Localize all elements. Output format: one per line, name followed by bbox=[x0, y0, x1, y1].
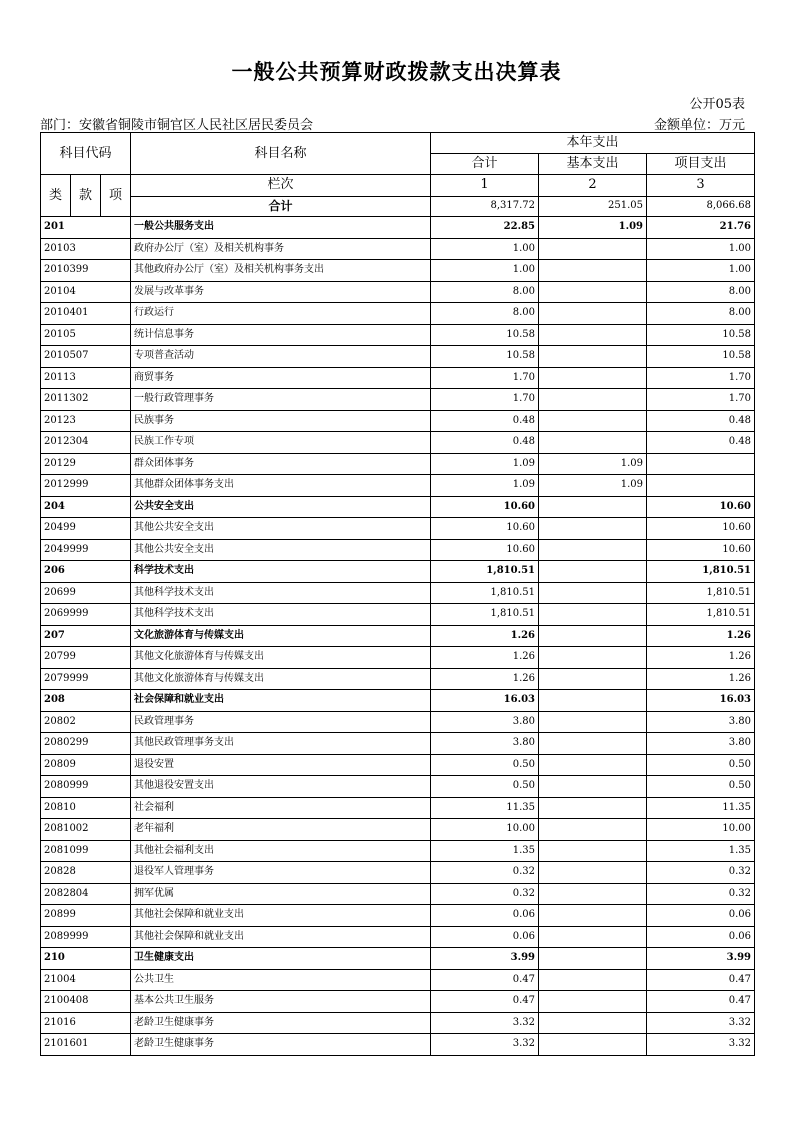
row-project: 3.32 bbox=[647, 1034, 755, 1056]
row-code: 20899 bbox=[41, 905, 131, 927]
table-row bbox=[41, 1012, 755, 1034]
department-label: 部门：安徽省铜陵市铜官区人民社区居民委员会 bbox=[40, 118, 314, 133]
row-project: 21.76 bbox=[647, 217, 755, 239]
row-basic bbox=[539, 1012, 647, 1034]
row-code: 2069999 bbox=[41, 604, 131, 626]
row-total: 1,810.51 bbox=[431, 561, 539, 583]
row-total: 0.06 bbox=[431, 926, 539, 948]
row-code: 20809 bbox=[41, 754, 131, 776]
row-total: 0.32 bbox=[431, 883, 539, 905]
row-project: 0.32 bbox=[647, 883, 755, 905]
row-project: 10.58 bbox=[647, 324, 755, 346]
unit-label: 金额单位：万元 bbox=[653, 118, 745, 133]
row-code: 208 bbox=[41, 690, 131, 712]
row-total: 3.99 bbox=[431, 948, 539, 970]
row-project: 3.80 bbox=[647, 733, 755, 755]
row-basic bbox=[539, 905, 647, 927]
row-code: 2079999 bbox=[41, 668, 131, 690]
table-row bbox=[41, 905, 755, 927]
row-total: 3.80 bbox=[431, 733, 539, 755]
row-total: 22.85 bbox=[431, 217, 539, 239]
row-total: 8.00 bbox=[431, 281, 539, 303]
row-code: 20105 bbox=[41, 324, 131, 346]
table-row bbox=[41, 453, 755, 475]
row-code: 2011302 bbox=[41, 389, 131, 411]
row-total: 1.26 bbox=[431, 625, 539, 647]
row-basic bbox=[539, 754, 647, 776]
row-code: 2012304 bbox=[41, 432, 131, 454]
row-name: 民政管理事务 bbox=[131, 711, 431, 733]
row-project: 1,810.51 bbox=[647, 561, 755, 583]
row-project: 1.26 bbox=[647, 625, 755, 647]
row-total: 1.00 bbox=[431, 260, 539, 282]
row-total: 0.32 bbox=[431, 862, 539, 884]
row-basic bbox=[539, 346, 647, 368]
header-col1: 1 bbox=[431, 175, 539, 197]
row-total: 10.58 bbox=[431, 346, 539, 368]
header-code: 科目代码 bbox=[41, 133, 131, 175]
header-col2: 2 bbox=[539, 175, 647, 197]
row-basic bbox=[539, 948, 647, 970]
row-basic bbox=[539, 303, 647, 325]
row-code: 2080999 bbox=[41, 776, 131, 798]
row-total: 1.26 bbox=[431, 647, 539, 669]
row-code: 2080299 bbox=[41, 733, 131, 755]
row-name: 专项普查活动 bbox=[131, 346, 431, 368]
row-code: 20113 bbox=[41, 367, 131, 389]
row-basic bbox=[539, 969, 647, 991]
row-project: 1.35 bbox=[647, 840, 755, 862]
row-total: 0.47 bbox=[431, 969, 539, 991]
row-total: 0.50 bbox=[431, 754, 539, 776]
row-name: 退役军人管理事务 bbox=[131, 862, 431, 884]
row-project: 0.06 bbox=[647, 926, 755, 948]
table-row bbox=[41, 604, 755, 626]
header-basic: 基本支出 bbox=[539, 154, 647, 175]
row-total: 1.00 bbox=[431, 238, 539, 260]
table-row bbox=[41, 991, 755, 1013]
table-row bbox=[41, 969, 755, 991]
row-basic bbox=[539, 561, 647, 583]
row-project: 8.00 bbox=[647, 303, 755, 325]
row-name: 其他群众团体事务支出 bbox=[131, 475, 431, 497]
row-project: 3.99 bbox=[647, 948, 755, 970]
header-col3: 3 bbox=[647, 175, 755, 197]
row-project: 10.60 bbox=[647, 518, 755, 540]
table-row bbox=[41, 754, 755, 776]
row-name: 政府办公厅（室）及相关机构事务 bbox=[131, 238, 431, 260]
table-row bbox=[41, 561, 755, 583]
row-basic bbox=[539, 776, 647, 798]
row-name: 其他文化旅游体育与传媒支出 bbox=[131, 647, 431, 669]
row-name: 其他科学技术支出 bbox=[131, 604, 431, 626]
row-basic bbox=[539, 496, 647, 518]
row-code: 20799 bbox=[41, 647, 131, 669]
row-basic bbox=[539, 991, 647, 1013]
row-project: 1.26 bbox=[647, 668, 755, 690]
row-name: 行政运行 bbox=[131, 303, 431, 325]
header-lanci: 栏次 bbox=[131, 175, 431, 197]
row-total: 11.35 bbox=[431, 797, 539, 819]
table-row bbox=[41, 217, 755, 239]
row-project: 1.26 bbox=[647, 647, 755, 669]
row-basic bbox=[539, 432, 647, 454]
table-row bbox=[41, 690, 755, 712]
row-code: 2082804 bbox=[41, 883, 131, 905]
row-basic bbox=[539, 1034, 647, 1056]
row-project: 0.06 bbox=[647, 905, 755, 927]
row-total: 10.58 bbox=[431, 324, 539, 346]
table-row bbox=[41, 1034, 755, 1056]
row-project: 8.00 bbox=[647, 281, 755, 303]
header-project: 项目支出 bbox=[647, 154, 755, 175]
row-basic bbox=[539, 518, 647, 540]
row-basic bbox=[539, 840, 647, 862]
row-basic bbox=[539, 819, 647, 841]
row-name: 民族工作专项 bbox=[131, 432, 431, 454]
row-basic bbox=[539, 668, 647, 690]
row-name: 老年福利 bbox=[131, 819, 431, 841]
row-project: 11.35 bbox=[647, 797, 755, 819]
page-title: 一般公共预算财政拨款支出决算表 bbox=[231, 60, 562, 84]
row-name: 一般行政管理事务 bbox=[131, 389, 431, 411]
row-project: 1.70 bbox=[647, 367, 755, 389]
table-row bbox=[41, 711, 755, 733]
table-row bbox=[41, 668, 755, 690]
total-basic: 251.05 bbox=[539, 196, 647, 217]
table-row bbox=[41, 582, 755, 604]
row-basic bbox=[539, 625, 647, 647]
row-code: 206 bbox=[41, 561, 131, 583]
table-row bbox=[41, 324, 755, 346]
row-total: 8.00 bbox=[431, 303, 539, 325]
row-code: 20802 bbox=[41, 711, 131, 733]
row-name: 民族事务 bbox=[131, 410, 431, 432]
row-project: 0.48 bbox=[647, 432, 755, 454]
row-basic: 1.09 bbox=[539, 217, 647, 239]
row-name: 其他民政管理事务支出 bbox=[131, 733, 431, 755]
row-project: 0.50 bbox=[647, 776, 755, 798]
row-basic bbox=[539, 797, 647, 819]
row-basic: 1.09 bbox=[539, 475, 647, 497]
row-name: 发展与改革事务 bbox=[131, 281, 431, 303]
row-basic: 1.09 bbox=[539, 453, 647, 475]
row-code: 20104 bbox=[41, 281, 131, 303]
row-name: 其他公共安全支出 bbox=[131, 539, 431, 561]
row-name: 统计信息事务 bbox=[131, 324, 431, 346]
table-row bbox=[41, 518, 755, 540]
total-sum: 8,317.72 bbox=[431, 196, 539, 217]
row-project: 0.50 bbox=[647, 754, 755, 776]
row-code: 2100408 bbox=[41, 991, 131, 1013]
row-name: 社会福利 bbox=[131, 797, 431, 819]
row-code: 2010399 bbox=[41, 260, 131, 282]
header-total: 合计 bbox=[431, 154, 539, 175]
row-project: 0.32 bbox=[647, 862, 755, 884]
row-basic bbox=[539, 238, 647, 260]
header-lei: 类 bbox=[41, 175, 71, 217]
row-name: 其他科学技术支出 bbox=[131, 582, 431, 604]
row-code: 20699 bbox=[41, 582, 131, 604]
table-row bbox=[41, 238, 755, 260]
row-name: 公共卫生 bbox=[131, 969, 431, 991]
row-basic bbox=[539, 582, 647, 604]
row-basic bbox=[539, 410, 647, 432]
row-total: 0.50 bbox=[431, 776, 539, 798]
row-basic bbox=[539, 367, 647, 389]
row-code: 20810 bbox=[41, 797, 131, 819]
row-code: 2081099 bbox=[41, 840, 131, 862]
row-name: 其他社会保障和就业支出 bbox=[131, 905, 431, 927]
row-name: 一般公共服务支出 bbox=[131, 217, 431, 239]
row-name: 老龄卫生健康事务 bbox=[131, 1012, 431, 1034]
table-row bbox=[41, 539, 755, 561]
row-basic bbox=[539, 539, 647, 561]
table-row bbox=[41, 496, 755, 518]
row-code: 21004 bbox=[41, 969, 131, 991]
row-basic bbox=[539, 604, 647, 626]
row-code: 207 bbox=[41, 625, 131, 647]
row-name: 退役安置 bbox=[131, 754, 431, 776]
row-code: 21016 bbox=[41, 1012, 131, 1034]
table-row bbox=[41, 346, 755, 368]
row-basic bbox=[539, 883, 647, 905]
table-row bbox=[41, 432, 755, 454]
row-project: 1.00 bbox=[647, 260, 755, 282]
row-basic bbox=[539, 711, 647, 733]
row-total: 1,810.51 bbox=[431, 582, 539, 604]
row-total: 0.47 bbox=[431, 991, 539, 1013]
table-row bbox=[41, 819, 755, 841]
row-basic bbox=[539, 389, 647, 411]
row-basic bbox=[539, 926, 647, 948]
row-name: 其他社会保障和就业支出 bbox=[131, 926, 431, 948]
row-code: 2081002 bbox=[41, 819, 131, 841]
table-row bbox=[41, 625, 755, 647]
row-total: 10.60 bbox=[431, 518, 539, 540]
row-name: 基本公共卫生服务 bbox=[131, 991, 431, 1013]
row-name: 其他社会福利支出 bbox=[131, 840, 431, 862]
table-row bbox=[41, 883, 755, 905]
row-total: 0.06 bbox=[431, 905, 539, 927]
row-code: 2012999 bbox=[41, 475, 131, 497]
row-project bbox=[647, 453, 755, 475]
row-total: 1.35 bbox=[431, 840, 539, 862]
row-project: 16.03 bbox=[647, 690, 755, 712]
row-name: 科学技术支出 bbox=[131, 561, 431, 583]
row-total: 1.70 bbox=[431, 389, 539, 411]
row-name: 群众团体事务 bbox=[131, 453, 431, 475]
row-name: 社会保障和就业支出 bbox=[131, 690, 431, 712]
row-project: 10.00 bbox=[647, 819, 755, 841]
row-basic bbox=[539, 733, 647, 755]
table-row bbox=[41, 733, 755, 755]
row-name: 拥军优属 bbox=[131, 883, 431, 905]
row-code: 2089999 bbox=[41, 926, 131, 948]
row-code: 2010401 bbox=[41, 303, 131, 325]
row-name: 公共安全支出 bbox=[131, 496, 431, 518]
row-basic bbox=[539, 647, 647, 669]
row-project: 3.32 bbox=[647, 1012, 755, 1034]
table-row bbox=[41, 475, 755, 497]
row-total: 0.48 bbox=[431, 432, 539, 454]
row-name: 卫生健康支出 bbox=[131, 948, 431, 970]
header-year-expense: 本年支出 bbox=[431, 133, 755, 154]
table-row bbox=[41, 260, 755, 282]
header-xiang: 项 bbox=[101, 175, 131, 217]
row-project: 1.70 bbox=[647, 389, 755, 411]
row-project: 0.47 bbox=[647, 991, 755, 1013]
row-total: 1.70 bbox=[431, 367, 539, 389]
total-project: 8,066.68 bbox=[647, 196, 755, 217]
form-number: 公开05表 bbox=[689, 97, 745, 112]
row-code: 20123 bbox=[41, 410, 131, 432]
row-code: 201 bbox=[41, 217, 131, 239]
header-kuan: 款 bbox=[71, 175, 101, 217]
row-total: 1,810.51 bbox=[431, 604, 539, 626]
row-basic bbox=[539, 862, 647, 884]
row-name: 其他公共安全支出 bbox=[131, 518, 431, 540]
row-total: 1.09 bbox=[431, 475, 539, 497]
header-name: 科目名称 bbox=[131, 133, 431, 175]
table-row bbox=[41, 926, 755, 948]
row-project: 10.60 bbox=[647, 496, 755, 518]
row-total: 1.09 bbox=[431, 453, 539, 475]
row-project: 1,810.51 bbox=[647, 582, 755, 604]
table-row bbox=[41, 410, 755, 432]
row-project: 10.60 bbox=[647, 539, 755, 561]
table-row bbox=[41, 281, 755, 303]
row-project: 1.00 bbox=[647, 238, 755, 260]
table-row bbox=[41, 367, 755, 389]
row-name: 其他退役安置支出 bbox=[131, 776, 431, 798]
row-code: 20103 bbox=[41, 238, 131, 260]
row-project bbox=[647, 475, 755, 497]
row-total: 1.26 bbox=[431, 668, 539, 690]
row-basic bbox=[539, 281, 647, 303]
table-row bbox=[41, 797, 755, 819]
row-code: 210 bbox=[41, 948, 131, 970]
row-code: 20828 bbox=[41, 862, 131, 884]
row-total: 3.32 bbox=[431, 1012, 539, 1034]
row-project: 1,810.51 bbox=[647, 604, 755, 626]
table-row bbox=[41, 389, 755, 411]
row-total: 10.60 bbox=[431, 496, 539, 518]
row-code: 2101601 bbox=[41, 1034, 131, 1056]
row-project: 10.58 bbox=[647, 346, 755, 368]
row-total: 10.60 bbox=[431, 539, 539, 561]
row-code: 2049999 bbox=[41, 539, 131, 561]
table-row bbox=[41, 776, 755, 798]
row-total: 0.48 bbox=[431, 410, 539, 432]
row-code: 204 bbox=[41, 496, 131, 518]
row-project: 0.47 bbox=[647, 969, 755, 991]
table-row bbox=[41, 948, 755, 970]
row-name: 商贸事务 bbox=[131, 367, 431, 389]
row-project: 0.48 bbox=[647, 410, 755, 432]
row-total: 3.80 bbox=[431, 711, 539, 733]
row-total: 10.00 bbox=[431, 819, 539, 841]
row-total: 3.32 bbox=[431, 1034, 539, 1056]
table-row bbox=[41, 840, 755, 862]
table-row bbox=[41, 303, 755, 325]
table-row bbox=[41, 862, 755, 884]
row-name: 其他政府办公厅（室）及相关机构事务支出 bbox=[131, 260, 431, 282]
row-code: 20499 bbox=[41, 518, 131, 540]
row-project: 3.80 bbox=[647, 711, 755, 733]
row-basic bbox=[539, 260, 647, 282]
row-basic bbox=[539, 690, 647, 712]
table-row bbox=[41, 647, 755, 669]
row-code: 20129 bbox=[41, 453, 131, 475]
row-code: 2010507 bbox=[41, 346, 131, 368]
row-basic bbox=[539, 324, 647, 346]
row-name: 文化旅游体育与传媒支出 bbox=[131, 625, 431, 647]
row-name: 其他文化旅游体育与传媒支出 bbox=[131, 668, 431, 690]
expenditure-table bbox=[40, 132, 755, 1056]
total-label: 合计 bbox=[131, 196, 431, 217]
row-total: 16.03 bbox=[431, 690, 539, 712]
row-name: 老龄卫生健康事务 bbox=[131, 1034, 431, 1056]
